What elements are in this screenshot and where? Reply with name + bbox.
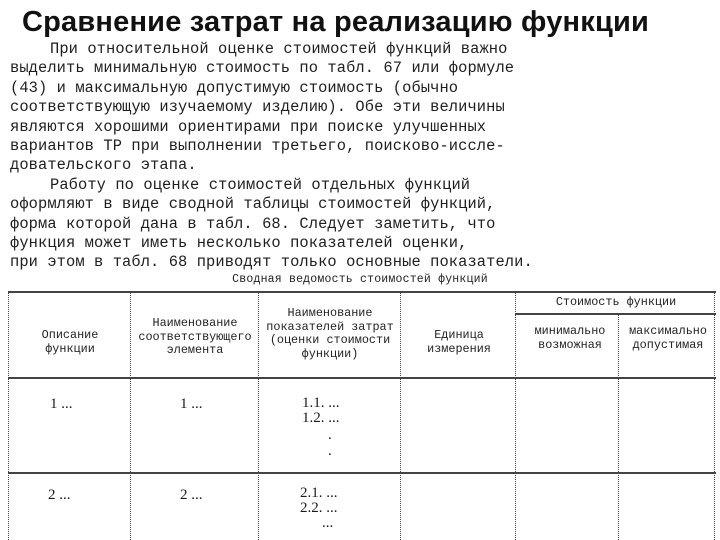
paragraph-text — [10, 40, 715, 273]
table-caption: Сводная ведомость стоимостей функций — [232, 273, 488, 286]
header-indicator: Наименование показателей затрат (оценки стоимости функции) — [266, 306, 394, 361]
column-divider — [400, 291, 403, 540]
text-line: оформляют в виде сводной таблицы стоимостей функций, — [10, 195, 496, 214]
row1-indicator-4: . — [328, 443, 332, 459]
row1-indicator-3: . — [328, 427, 332, 443]
text-line: форма которой дана в табл. 68. Следует заметить, что — [10, 214, 496, 233]
row-separator — [8, 472, 716, 474]
text-line: (43) и максимальную допустимую стоимость (обычно — [10, 78, 459, 97]
text-line: выделить минимальную стоимость по табл. 67 или формуле — [10, 59, 515, 78]
column-divider — [258, 291, 261, 540]
cost-summary-table — [0, 291, 720, 540]
text-line: довательского этапа. — [10, 156, 197, 175]
column-divider — [130, 291, 133, 540]
row2-element: 2 ... — [180, 487, 203, 503]
row1-indicator-2: 1.2. ... — [302, 410, 340, 426]
text-line: функция может иметь несколько показателей оценки, — [10, 233, 468, 252]
header-description: Описание функции — [41, 328, 99, 356]
text-line: При относительной оценке стоимостей функций важно — [50, 40, 508, 58]
text-line: при этом в табл. 68 приводят только основные показатели. — [10, 253, 533, 272]
slide-title: Сравнение затрат на реализацию функции — [22, 6, 650, 38]
row2-indicator-3: ... — [322, 515, 334, 531]
table-top-border — [8, 291, 716, 293]
column-divider — [714, 291, 717, 540]
header-cost-group: Стоимость функции — [555, 295, 677, 309]
row2-indicator-1: 2.1. ... — [300, 485, 338, 501]
text-line: вариантов ТР при выполнении третьего, поисково-иссле- — [10, 136, 505, 155]
row1-indicator-1: 1.1. ... — [302, 395, 340, 411]
row2-indicator-2: 2.2. ... — [300, 500, 338, 516]
row1-description: 1 ... — [50, 396, 73, 412]
text-line: соответствующую изучаемому изделию). Обе эти величины — [10, 98, 505, 117]
header-bottom-border — [8, 377, 716, 379]
text-line: Работу по оценке стоимостей отдельных функций — [50, 175, 471, 194]
header-max: максимально допустимая — [629, 324, 707, 352]
column-divider — [618, 313, 621, 540]
column-divider — [515, 291, 518, 540]
header-element: Наименование соответствующего элемента — [138, 316, 252, 357]
column-divider — [8, 291, 11, 540]
row2-description: 2 ... — [48, 487, 71, 503]
cost-group-divider — [515, 313, 716, 315]
row1-element: 1 ... — [180, 396, 203, 412]
header-unit: Единица измерения — [427, 328, 491, 356]
text-line: являются хорошими ориентирами при поиске улучшенных — [10, 117, 487, 136]
header-min: минимально возможная — [534, 324, 606, 352]
